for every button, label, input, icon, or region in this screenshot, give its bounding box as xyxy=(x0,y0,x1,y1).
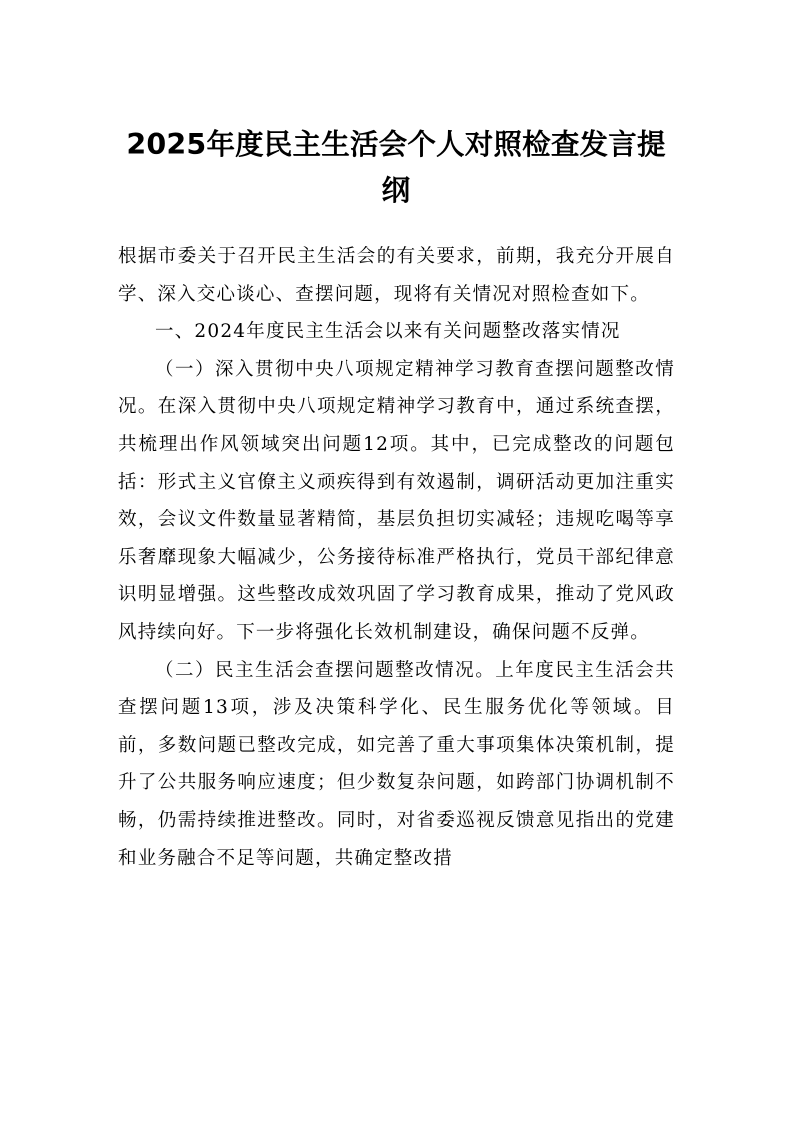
document-body xyxy=(118,238,675,877)
section-heading: 一、2024年度民主生活会以来有关问题整改落实情况 xyxy=(155,321,621,343)
document-title: 2025年度民主生活会个人对照检查发言提纲 xyxy=(126,128,666,207)
body-paragraph-1: （一）深入贯彻中央八项规定精神学习教育查摆问题整改情况。在深入贯彻中央八项规定精神学习教育中，通过系统查摆，共梳理出作风领域突出问题12项。其中，已完成整改的问题包括：形式主义官僚主义顽疾得到有效遏制，调研活动更加注重实效，会议文件数量显著精简，基层负担切实减轻；违规吃喝等享乐奢靡现象大幅减少，公务接待标准严格执行，党员干部纪律意识明显增强。这些整改成效巩固了学习教育成果，推动了党风政风持续向好。下一步将强化长效机制建设，确保问题不反弹。 xyxy=(118,358,675,643)
intro-paragraph: 根据市委关于召开民主生活会的有关要求，前期，我充分开展自学、深入交心谈心、查摆问题，现将有关情况对照检查如下。 xyxy=(118,246,675,305)
body-paragraph-2: （二）民主生活会查摆问题整改情况。上年度民主生活会共查摆问题13项，涉及决策科学化、民生服务优化等领域。目前，多数问题已整改完成，如完善了重大事项集体决策机制，提升了公共服务响应速度；但少数复杂问题，如跨部门协调机制不畅，仍需持续推进整改。同时，对省委巡视反馈意见指出的党建和业务融合不足等问题，共确定整改措 xyxy=(118,659,675,869)
